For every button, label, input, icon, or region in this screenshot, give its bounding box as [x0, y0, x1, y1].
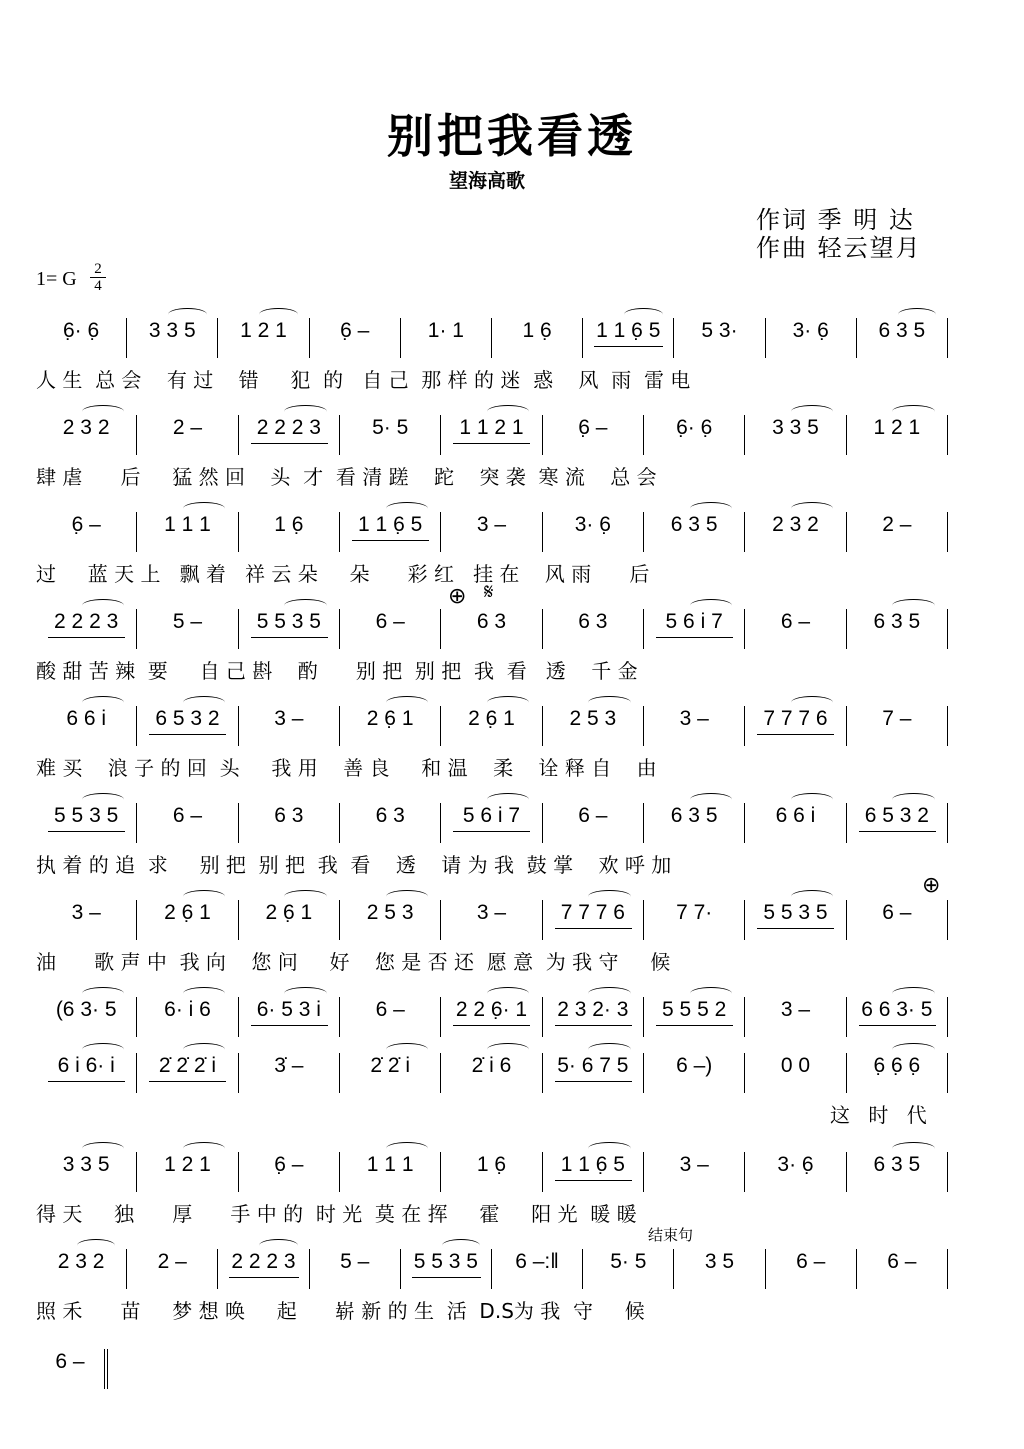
tie-arc: [259, 308, 297, 321]
tie-arc: [624, 308, 662, 321]
measure: 6 –:‖: [492, 1249, 583, 1289]
measure: 6 5 3 2: [137, 706, 238, 746]
measure: 3· 6̣: [543, 512, 644, 552]
lyric-line: 得 天 独 厚 手 中 的 时 光 莫 在 挥 霍 阳 光 暖 暖: [36, 1202, 637, 1226]
measure: 2 6̣ 1: [239, 900, 340, 940]
measure: 6 –: [137, 803, 238, 843]
tie-arc: [588, 696, 631, 709]
tie-arc: [892, 793, 935, 806]
tie-arc: [892, 405, 935, 418]
measure: 5 3·: [674, 318, 765, 358]
measure: 6 –): [644, 1053, 745, 1093]
measure: 3 –: [441, 512, 542, 552]
beam-line: [149, 1081, 226, 1082]
tie-arc: [168, 308, 206, 321]
beam-line: [757, 928, 834, 929]
measure: 1 2 1: [218, 318, 309, 358]
tie-arc: [183, 502, 226, 515]
tie-arc: [588, 987, 631, 1000]
measure: 3· 6̣: [766, 318, 857, 358]
beam-line: [251, 637, 328, 638]
tie-arc: [588, 1043, 631, 1056]
measure: 6· 5 3 i: [239, 997, 340, 1037]
measure: (6 3· 5: [36, 997, 137, 1037]
measure: 3 –: [441, 900, 542, 940]
measure: 7 7·: [644, 900, 745, 940]
measure: 6̣ –: [239, 1152, 340, 1192]
measure: 1 1 1: [340, 1152, 441, 1192]
measure: 6 3 5: [644, 512, 745, 552]
tie-arc: [898, 308, 936, 321]
tie-arc: [183, 1142, 226, 1155]
measure: 3 –: [644, 1152, 745, 1192]
notation-line: [36, 1349, 948, 1389]
beam-line: [453, 831, 530, 832]
beam-line: [859, 831, 936, 832]
measure: 5· 6 7 5: [543, 1053, 644, 1093]
measure: 2 5 3: [543, 706, 644, 746]
tie-arc: [487, 1043, 530, 1056]
lyric-line: 这 时 代: [830, 1103, 933, 1127]
measure: 2 2 2 3: [36, 609, 137, 649]
measure: 6̣· 6̣: [644, 415, 745, 455]
tie-arc: [791, 793, 834, 806]
tie-arc: [487, 987, 530, 1000]
measure: 6 –: [340, 997, 441, 1037]
time-signature-bottom: 4: [94, 278, 102, 294]
tie-arc: [690, 502, 733, 515]
tie-arc: [690, 987, 733, 1000]
measure: 1 1 6̣ 5: [543, 1152, 644, 1192]
lyric-line: 肆 虐 后 猛 然 回 头 才 看 清 蹉 跎 突 袭 寒 流 总 会: [36, 465, 657, 489]
measure: 0 0: [745, 1053, 846, 1093]
time-signature-top: 2: [94, 261, 102, 277]
tie-arc: [791, 405, 834, 418]
tie-arc: [892, 1043, 935, 1056]
measure: 2̇ i 6: [441, 1053, 542, 1093]
measure: 6 3: [543, 609, 644, 649]
beam-line: [656, 637, 733, 638]
tie-arc: [284, 599, 327, 612]
measure: 1· 1: [401, 318, 492, 358]
notation-line: [36, 1053, 948, 1093]
measure: 2 –: [127, 1249, 218, 1289]
tie-arc: [791, 696, 834, 709]
measure: 2 3 2: [745, 512, 846, 552]
tie-arc: [386, 696, 429, 709]
measure: 6 3: [239, 803, 340, 843]
measure: 7 7 7 6: [745, 706, 846, 746]
measure: 5· 5: [583, 1249, 674, 1289]
segno-symbol: 𝄋: [484, 580, 494, 605]
measure: 6 –: [340, 609, 441, 649]
measure: 6 5 3 2: [847, 803, 948, 843]
notation-line: [36, 900, 948, 940]
beam-line: [48, 637, 125, 638]
beam-line: [352, 540, 429, 541]
measure: 3̇ –: [239, 1053, 340, 1093]
measure: 6· i 6: [137, 997, 238, 1037]
lyric-line: 照 禾 苗 梦 想 唤 起 崭 新 的 生 活 D.S为 我 守 候: [36, 1299, 645, 1323]
measure: 6 –: [766, 1249, 857, 1289]
tie-arc: [183, 987, 226, 1000]
measure: 3 3 5: [36, 1152, 137, 1192]
measure: 5 6 i 7: [441, 803, 542, 843]
lyric-line: 人 生 总 会 有 过 错 犯 的 自 己 那 样 的 迷 惑 风 雨 雷 电: [36, 368, 691, 392]
beam-line: [859, 1025, 936, 1026]
lyricist-credit: 作词 季 明 达: [756, 206, 915, 234]
beam-line: [453, 443, 530, 444]
composer-credit: 作曲 轻云望月: [756, 234, 922, 262]
tie-arc: [892, 987, 935, 1000]
tie-arc: [442, 1239, 480, 1252]
measure: 1 1 6̣ 5: [583, 318, 674, 358]
measure: 3 3 5: [127, 318, 218, 358]
tie-arc: [82, 1043, 125, 1056]
tie-arc: [487, 793, 530, 806]
measure: 6 i 6· i: [36, 1053, 137, 1093]
tie-arc: [791, 890, 834, 903]
measure: 2 6̣ 1: [340, 706, 441, 746]
measure: 5 –: [310, 1249, 401, 1289]
notation-line: [36, 997, 948, 1037]
beam-line: [251, 443, 328, 444]
ending-label: 结束句: [648, 1226, 694, 1244]
notation-line: [36, 512, 948, 552]
notation-line: [36, 1249, 948, 1289]
measure: 6 6 3· 5: [847, 997, 948, 1037]
measure: 5 5 3 5: [239, 609, 340, 649]
tie-arc: [284, 405, 327, 418]
measure: 5 5 3 5: [36, 803, 137, 843]
measure: 1 6̣: [239, 512, 340, 552]
measure: 3 –: [36, 900, 137, 940]
measure: 1 1 2 1: [441, 415, 542, 455]
tie-arc: [690, 793, 733, 806]
measure: 6 –: [36, 1349, 108, 1389]
measure: 1 6̣: [441, 1152, 542, 1192]
tie-arc: [77, 1239, 115, 1252]
measure: 2̇ 2̇ 2̇ i: [137, 1053, 238, 1093]
measure: 7 –: [847, 706, 948, 746]
notation-line: [36, 1152, 948, 1192]
tie-arc: [82, 696, 125, 709]
measure: 6̣· 6̣: [36, 318, 127, 358]
measure: 6 3 5: [847, 609, 948, 649]
lyric-line: 难 买 浪 子 的 回 头 我 用 善 良 和 温 柔 诠 释 自 由: [36, 756, 657, 780]
measure: 6 3 5: [847, 1152, 948, 1192]
beam-line: [656, 1025, 733, 1026]
measure: 6 6 i: [36, 706, 137, 746]
measure: 1 2 1: [847, 415, 948, 455]
beam-line: [594, 346, 663, 347]
measure: 3· 6̣: [745, 1152, 846, 1192]
measure: 6̣ –: [310, 318, 401, 358]
tie-arc: [690, 599, 733, 612]
measure: 2 2 2 3: [239, 415, 340, 455]
measure: 2 3 2: [36, 1249, 127, 1289]
measure: 2 –: [137, 415, 238, 455]
notation-line: [36, 318, 948, 358]
tie-arc: [82, 987, 125, 1000]
measure: 5 5 5 2: [644, 997, 745, 1037]
tie-arc: [386, 890, 429, 903]
lyric-line: 过 蓝 天 上 飘 着 祥 云 朵 朵 彩 红 挂 在 风 雨 后: [36, 562, 650, 586]
notation-line: [36, 609, 948, 649]
measure: 1 6̣: [492, 318, 583, 358]
measure: 3 3 5: [745, 415, 846, 455]
lyric-line: 油 歌 声 中 我 向 您 问 好 您 是 否 还 愿 意 为 我 守 候: [36, 950, 671, 974]
measure: 1 1 1: [137, 512, 238, 552]
lyric-line: 执 着 的 追 求 别 把 别 把 我 看 透 请 为 我 鼓 掌 欢 呼 加: [36, 853, 672, 877]
notation-line: [36, 803, 948, 843]
measure: 6 –: [857, 1249, 948, 1289]
measure: 3 –: [239, 706, 340, 746]
tie-arc: [386, 1142, 429, 1155]
notation-line: [36, 415, 948, 455]
measure: 6 –: [543, 803, 644, 843]
measure: 6 3 5: [644, 803, 745, 843]
measure: 6 3: [340, 803, 441, 843]
song-title: 别把我看透: [387, 109, 637, 163]
tie-arc: [82, 599, 125, 612]
tie-arc: [487, 405, 530, 418]
beam-line: [48, 1081, 125, 1082]
tie-arc: [284, 987, 327, 1000]
measure: 2 6̣ 1: [441, 706, 542, 746]
measure: 2 3 2· 3: [543, 997, 644, 1037]
measure: 6 3 5: [857, 318, 948, 358]
coda-symbol: ⊕: [448, 584, 467, 609]
measure: 2̇ 2̇ i: [340, 1053, 441, 1093]
beam-line: [251, 1025, 328, 1026]
tie-arc: [82, 793, 125, 806]
tie-arc: [386, 502, 429, 515]
beam-line: [757, 734, 834, 735]
measure: 2 6̣ 1: [137, 900, 238, 940]
beam-line: [555, 1180, 632, 1181]
beam-line: [555, 1025, 632, 1026]
notation-line: [36, 706, 948, 746]
measure: 2 2 2 3: [218, 1249, 309, 1289]
tie-arc: [183, 890, 226, 903]
tie-arc: [588, 1142, 631, 1155]
measure: 7 7 7 6: [543, 900, 644, 940]
measure: 6 6 i: [745, 803, 846, 843]
measure: 2 5 3: [340, 900, 441, 940]
measure: 6̣ –: [36, 512, 137, 552]
measure: 6 –: [847, 900, 948, 940]
tie-arc: [892, 599, 935, 612]
measure: 5 5 3 5: [745, 900, 846, 940]
tie-arc: [259, 1239, 297, 1252]
beam-line: [555, 1081, 632, 1082]
measure: 6̣ –: [543, 415, 644, 455]
beam-line: [453, 1025, 530, 1026]
tie-arc: [588, 890, 631, 903]
beam-line: [149, 734, 226, 735]
beam-line: [229, 1277, 298, 1278]
measure: 5 5 3 5: [401, 1249, 492, 1289]
time-signature: [90, 262, 106, 293]
measure: 3 –: [745, 997, 846, 1037]
tie-arc: [82, 1142, 125, 1155]
measure: 5· 5: [340, 415, 441, 455]
measure: 3 5: [674, 1249, 765, 1289]
measure: 5 6 i 7: [644, 609, 745, 649]
lyric-line: 酸 甜 苦 辣 要 自 己 斟 酌 别 把 别 把 我 看 透 千 金: [36, 659, 638, 683]
measure: 1 1 6̣ 5: [340, 512, 441, 552]
tie-arc: [183, 1043, 226, 1056]
measure: 2 2 6̣· 1: [441, 997, 542, 1037]
tie-arc: [487, 696, 530, 709]
beam-line: [555, 928, 632, 929]
measure: 1 2 1: [137, 1152, 238, 1192]
tie-arc: [284, 890, 327, 903]
tie-arc: [82, 405, 125, 418]
beam-line: [48, 831, 125, 832]
tie-arc: [183, 696, 226, 709]
measure: 5 –: [137, 609, 238, 649]
measure: 6 –: [745, 609, 846, 649]
measure: 6̣ 6̣ 6̣: [847, 1053, 948, 1093]
beam-line: [412, 1277, 481, 1278]
coda-symbol-2: ⊕: [922, 873, 941, 898]
key-signature: 1= G: [36, 268, 77, 290]
measure: 3 –: [644, 706, 745, 746]
measure: 2 –: [847, 512, 948, 552]
tie-arc: [791, 502, 834, 515]
measure: 2 3 2: [36, 415, 137, 455]
measure: 6 3: [441, 609, 542, 649]
tie-arc: [892, 1142, 935, 1155]
song-subtitle: 望海高歌: [448, 170, 525, 192]
tie-arc: [386, 1043, 429, 1056]
